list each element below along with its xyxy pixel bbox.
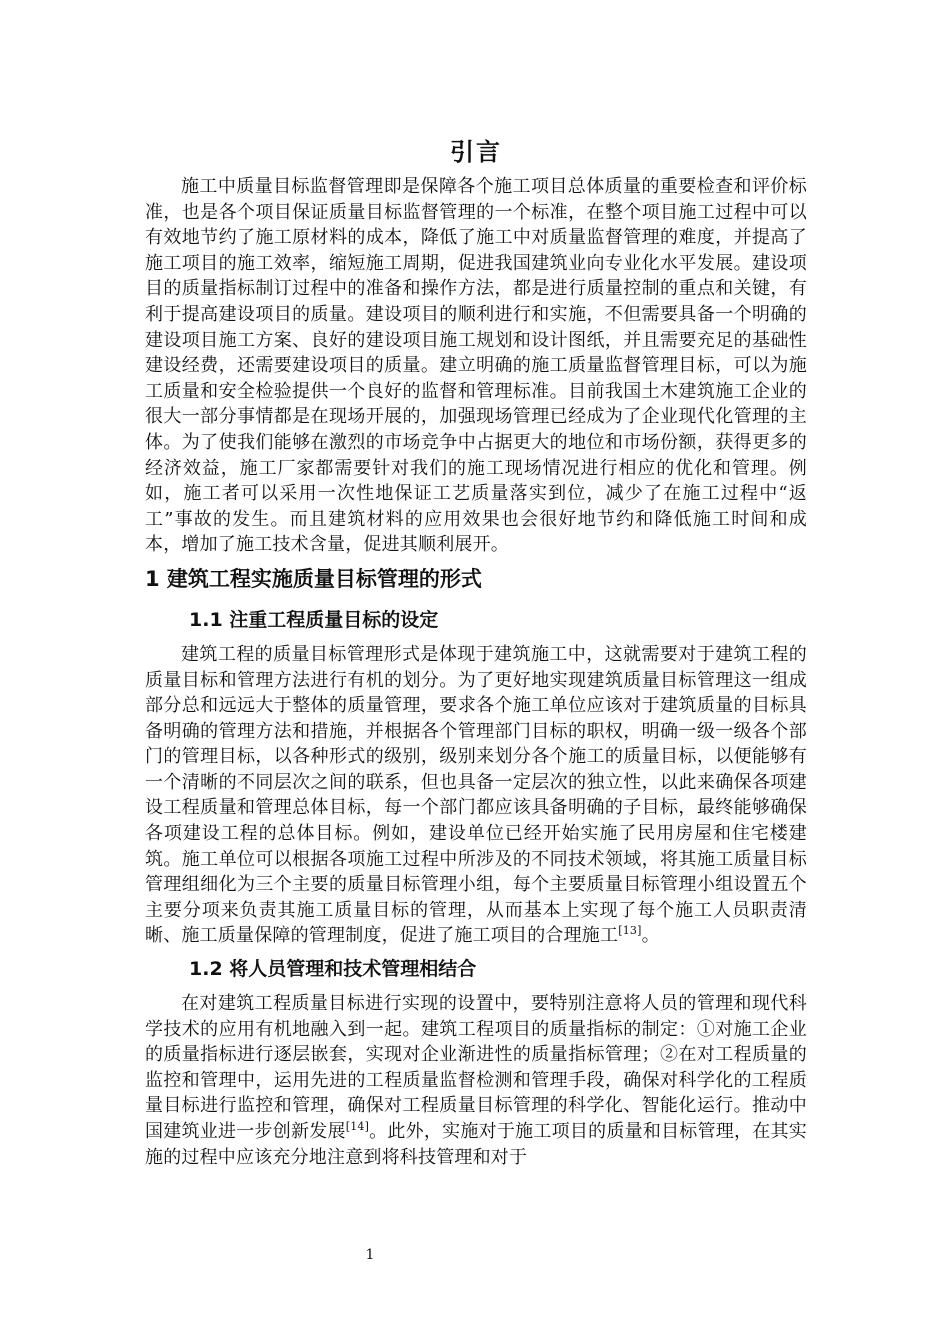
- section-1-1-text: 建筑工程的质量目标管理形式是体现于建筑施工中，这就需要对于建筑工程的质量目标和管理方法进行有机的划分。为了更好地实现建筑质量目标管理这一组成部分总和远远大于整体的质量管理，要求各个施工单位应该对于建筑质量的目标具备明确的管理方法和措施，并根据各个管理部门目标的职权，明确一级一级各个部门的管理目标，以各种形式的级别，级别来划分各个施工的质量目标，以便能够有一个清晰的不同层次之间的联系，但也具备一定层次的独立性，以此来确保各项建设工程质量和管理总体目标，每一个部门都应该具备明确的子目标，最终能够确保各项建设工程的总体目标。例如，建设单位已经开始实施了民用房屋和住宅楼建筑。施工单位可以根据各项施工过程中所涉及的不同技术领域，将其施工质量目标管理组细化为三个主要的质量目标管理小组，每个主要质量目标管理小组设置五个主要分项来负责其施工质量目标的管理，从而基本上实现了每个施工人员职责清晰、施工质量保障的管理制度，促进了施工项目的合理施工: [145, 643, 807, 947]
- citation-14: [14]: [345, 1120, 370, 1133]
- section-1-2-paragraph: [145, 991, 807, 1170]
- section-1-1-end: 。: [641, 925, 660, 947]
- page-body: [145, 132, 807, 1170]
- citation-13: [13]: [618, 924, 642, 938]
- document-title: 引言: [450, 138, 502, 166]
- section-1-2-text-part2: 。此外，实施对于施工项目的质量和目标管理，在其实施的过程中应该充分地注意到将科技管理和对于: [145, 1121, 807, 1168]
- intro-paragraph: 施工中质量目标监督管理即是保障各个施工项目总体质量的重要检查和评价标准，也是各个项目保证质量目标监督管理的一个标准，在整个项目施工过程中可以有效地节约了施工原材料的成本，降低了施工中对质量监督管理的难度，并提高了施工项目的施工效率，缩短施工周期，促进我国建筑业向专业化水平发展。建设项目的质量指标制订过程中的准备和操作方法，都是进行质量控制的重点和关键，有利于提高建设项目的质量。建设项目的顺利进行和实施，不但需要具备一个明确的建设项目施工方案、良好的建设项目施工规划和设计图纸，并且需要充足的基础性建设经费，还需要建设项目的质量。建立明确的施工质量监督管理目标，可以为施工质量和安全检验提供一个良好的监督和管理标准。目前我国土木建筑施工企业的很大一部分事情都是在现场开展的，加强现场管理已经成为了企业现代化管理的主体。为了使我们能够在激烈的市场竞争中占据更大的地位和市场份额，获得更多的经济效益，施工厂家都需要针对我们的施工现场情况进行相应的优化和管理。例如，施工者可以采用一次性地保证工艺质量落实到位，减少了在施工过程中“返工”事故的发生。而且建筑材料的应用效果也会很好地节约和降低施工时间和成本，增加了施工技术含量，促进其顺利展开。: [145, 176, 807, 556]
- section-1-1-paragraph: [145, 642, 807, 949]
- section-1-heading: 1 建筑工程实施质量目标管理的形式: [145, 566, 482, 591]
- page-number: 1: [365, 1247, 375, 1263]
- section-1-2-text-part1: 在对建筑工程质量目标进行实现的设置中，要特别注意将人员的管理和现代科学技术的应用有机地融入到一起。建筑工程项目的质量指标的制定：①对施工企业的质量指标进行逐层嵌套，实现对企业渐进性的质量指标管理；②在对工程质量的监控和管理中，运用先进的工程质量监督检测和管理手段，确保对科学化的工程质量目标进行监控和管理，确保对工程质量目标管理的科学化、智能化运行。推动中国建筑业进一步创新发展: [145, 993, 807, 1142]
- section-1-2-heading: 1.2 将人员管理和技术管理相结合: [189, 958, 477, 981]
- section-1-1-heading: 1.1 注重工程质量目标的设定: [189, 608, 439, 631]
